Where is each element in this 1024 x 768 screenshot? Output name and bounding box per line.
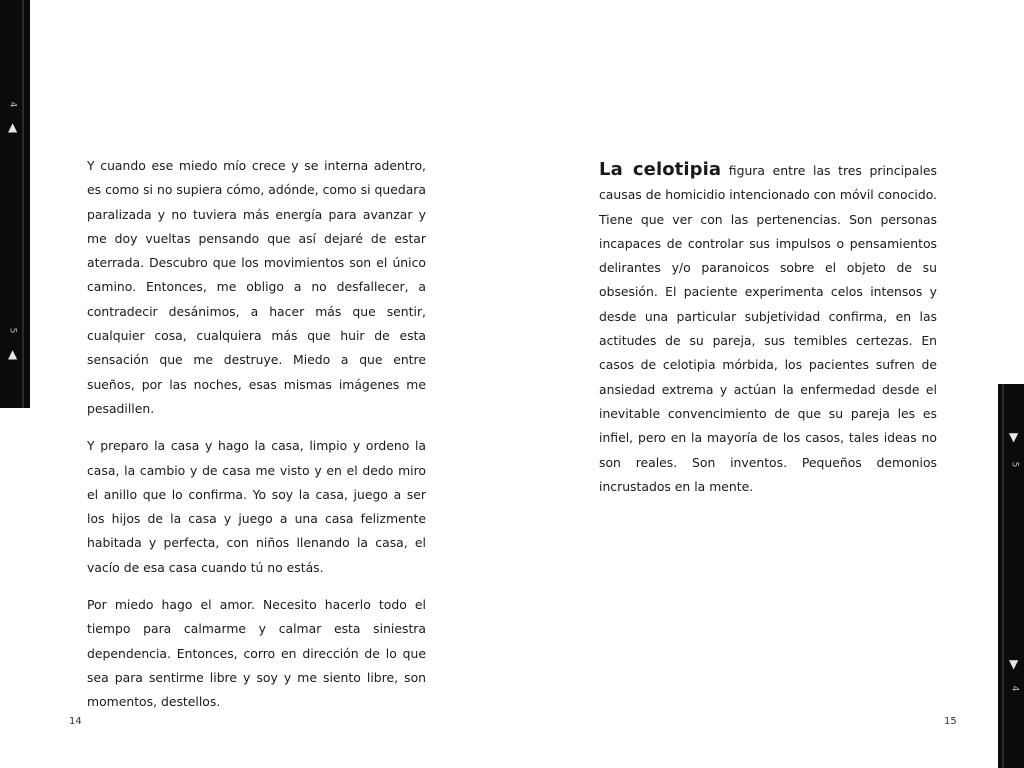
- right-page-text: [599, 158, 937, 499]
- film-arrow-down-icon: ▼: [1009, 430, 1019, 444]
- paragraph: Y cuando ese miedo mío crece y se interna adentro, es como si no supiera cómo, adónde, como si quedara paralizada y no tuviera más energía para avanzar y me doy vueltas pensando que así dejaré de estar aterrada. Descubro que los movimientos son el único camino. Entonces, me obligo a no desfallecer, a contradecir desánimos, a hacer más que sentir, cualquier cosa, cualquiera más que huir de esta sensación que me destruye. Miedo a que entre sueños, por las noches, esas mismas imágenes me pesadillen.: [87, 158, 426, 416]
- film-edge-line: [1002, 384, 1004, 768]
- film-frame-number: 5: [7, 327, 18, 334]
- page-number-left: 14: [69, 716, 82, 727]
- film-strip-right: [998, 384, 1024, 768]
- film-frame-number: 4: [1009, 685, 1020, 692]
- film-arrow-down-icon: ▼: [1009, 657, 1019, 671]
- film-strip-left: [0, 0, 30, 408]
- paragraph: [599, 158, 937, 499]
- lead-term: La celotipia: [599, 159, 722, 180]
- paragraph: Por miedo hago el amor. Necesito hacerlo todo el tiempo para calmarme y calmar esta siniestra dependencia. Entonces, corro en dirección de lo que sea para sentirme libre y soy y me siento libre, son momentos, destellos.: [87, 597, 426, 710]
- page-number-right: 15: [944, 716, 957, 727]
- film-arrow-up-icon: ▲: [8, 120, 18, 134]
- film-frame-number: 5: [1009, 461, 1020, 468]
- paragraph: Y preparo la casa y hago la casa, limpio y ordeno la casa, la cambio y de casa me visto y en el dedo miro el anillo que lo confirma. Yo soy la casa, juego a ser los hijos de la casa y juego a una casa felizmente habitada y perfecta, con niños llenando la casa, el vacío de esa casa cuando tú no estás.: [87, 438, 426, 575]
- film-edge-line: [22, 0, 24, 408]
- paragraph-body: figura entre las tres principales causas de homicidio intencionado con móvil conocido. Tiene que ver con las pertenencias. Son personas incapaces de controlar sus impulsos o pensamientos delirantes y/o paranoicos sobre el objeto de su obsesión. El paciente experimenta celos intensos y desde una particular subjetividad confirma, en las actitudes de su pareja, sus temibles certezas. En casos de celotipia mórbida, los pacientes sufren de ansiedad extrema y actúan la enfermedad desde el inevitable convencimiento de que su pareja les es infiel, pero en la mayoría de los casos, tales ideas no son reales. Son inventos. Pequeños demonios incrustados en la mente.: [599, 163, 937, 494]
- left-page-text: [87, 154, 426, 728]
- film-arrow-up-icon: ▲: [8, 347, 18, 361]
- film-frame-number: 4: [7, 101, 18, 108]
